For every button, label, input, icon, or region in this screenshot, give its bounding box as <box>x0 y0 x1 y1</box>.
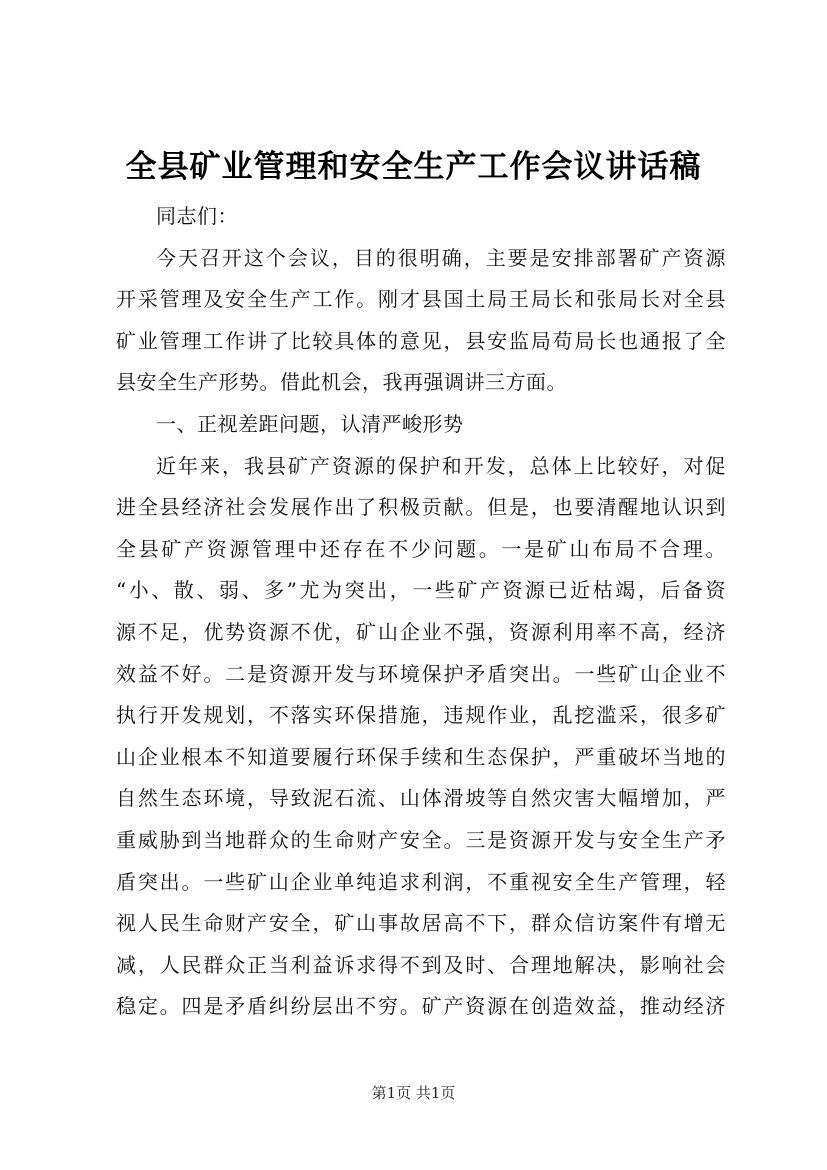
text-line: 今天召开这个会议，目的很明确，主要是安排部署矿产资源 <box>156 245 726 270</box>
page-footer: 第1页 共1页 <box>371 1084 456 1102</box>
text-line: “小、散、弱、多”尤为突出，一些矿产资源已近枯竭，后备资 <box>116 578 726 603</box>
text-line: 矿业管理工作讲了比较具体的意见，县安监局苟局长也通报了全 <box>116 328 726 353</box>
text-line: 盾突出。一些矿山企业单纯追求利润，不重视安全生产管理，轻 <box>116 869 726 894</box>
text-line: 一、正视差距问题，认清严峻形势 <box>156 411 464 436</box>
text-line: 山企业根本不知道要履行环保手续和生态保护，严重破坏当地的 <box>116 744 726 769</box>
document-title: 全县矿业管理和安全生产工作会议讲话稿 <box>125 149 702 185</box>
text-line: 进全县经济社会发展作出了积极贡献。但是，也要清醒地认识到 <box>116 495 726 520</box>
text-line: 源不足，优势资源不优，矿山企业不强，资源利用率不高，经济 <box>116 619 726 644</box>
text-line: 减，人民群众正当利益诉求得不到及时、合理地解决，影响社会 <box>116 952 726 977</box>
text-line: 自然生态环境，导致泥石流、山体滑坡等自然灾害大幅增加，严 <box>116 786 726 811</box>
text-line: 效益不好。二是资源开发与环境保护矛盾突出。一些矿山企业不 <box>116 661 726 686</box>
document-body <box>116 196 726 1028</box>
text-line: 重威胁到当地群众的生命财产安全。三是资源开发与安全生产矛 <box>116 827 726 852</box>
text-line: 全县矿产资源管理中还存在不少问题。一是矿山布局不合理。 <box>116 536 726 561</box>
text-line: 开采管理及安全生产工作。刚才县国土局王局长和张局长对全县 <box>116 287 726 312</box>
text-line: 稳定。四是矛盾纠纷层出不穷。矿产资源在创造效益，推动经济 <box>116 994 726 1019</box>
text-line: 同志们： <box>156 204 238 228</box>
text-line: 视人民生命财产安全，矿山事故居高不下，群众信访案件有增无 <box>116 911 726 936</box>
text-line: 近年来，我县矿产资源的保护和开发，总体上比较好，对促 <box>156 453 726 478</box>
text-line: 执行开发规划，不落实环保措施，违规作业，乱挖滥采，很多矿 <box>116 703 726 728</box>
text-line: 县安全生产形势。借此机会，我再强调讲三方面。 <box>116 370 567 395</box>
